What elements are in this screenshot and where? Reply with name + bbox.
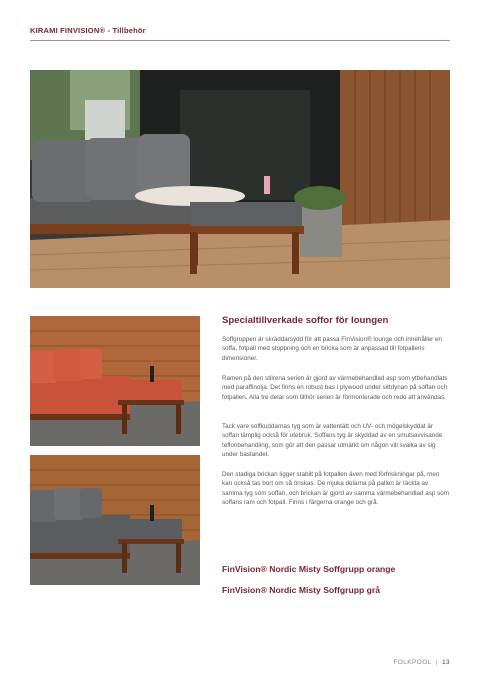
product-name-orange: FinVision® Nordic Misty Soffgrupp orange xyxy=(222,564,396,574)
page-header: KIRAMI FINVISION® - Tillbehör xyxy=(30,26,146,35)
page-number: 13 xyxy=(441,659,450,666)
photo-sofa-grey xyxy=(30,455,200,585)
header-divider xyxy=(30,40,450,41)
page-footer xyxy=(393,659,450,666)
photo-sofa-orange xyxy=(30,316,200,446)
hero-photo-outdoor-lounge xyxy=(30,70,450,288)
body-paragraph: Tack vare soffkuddarnas tyg som är vattentätt och UV- och mögelskyddat är soffan lämplig också för utebruk. Soffans tyg är skyddad av en smutsavvisande teflonbehandling, som gör att den passar utmärkt om någon vill svalka av sig under bastandet. xyxy=(222,423,443,459)
footer-separator: | xyxy=(435,659,438,666)
body-paragraph: Den stadiga brickan ligger stabilt på fotpallen även med förfriskningar på, men kan också tas bort om så önskas. De mjuka delarna på pallen är täckta av samma tyg som soffan, och brickan är gjord av samma värmebehandlad asp som soffans ram och fotpall. Finns i färgerna orange och grå. xyxy=(222,471,450,507)
product-name-grey: FinVision® Nordic Misty Soffgrupp grå xyxy=(222,585,381,595)
body-paragraph: Ramen på den stilrena serien är gjord av värmebehandlad asp som ytbehandlats med paraffinolja. Det finns en robust bas i plywood under sittdynan på soffan och fotpallen. Alla tre delar som tillhör serien är förmonterade och redo att användas. xyxy=(222,375,448,401)
footer-brand: FOLKPOOL xyxy=(393,659,432,666)
body-paragraph: Soffgruppen är skräddarsydd för att passa FinVision® lounge och innehåller en soffa, fotpall med stoppning och en bricka som är anpassad till fotpallens dimensioner. xyxy=(222,336,443,362)
section-title: Specialtillverkade soffor för loungen xyxy=(222,315,389,326)
